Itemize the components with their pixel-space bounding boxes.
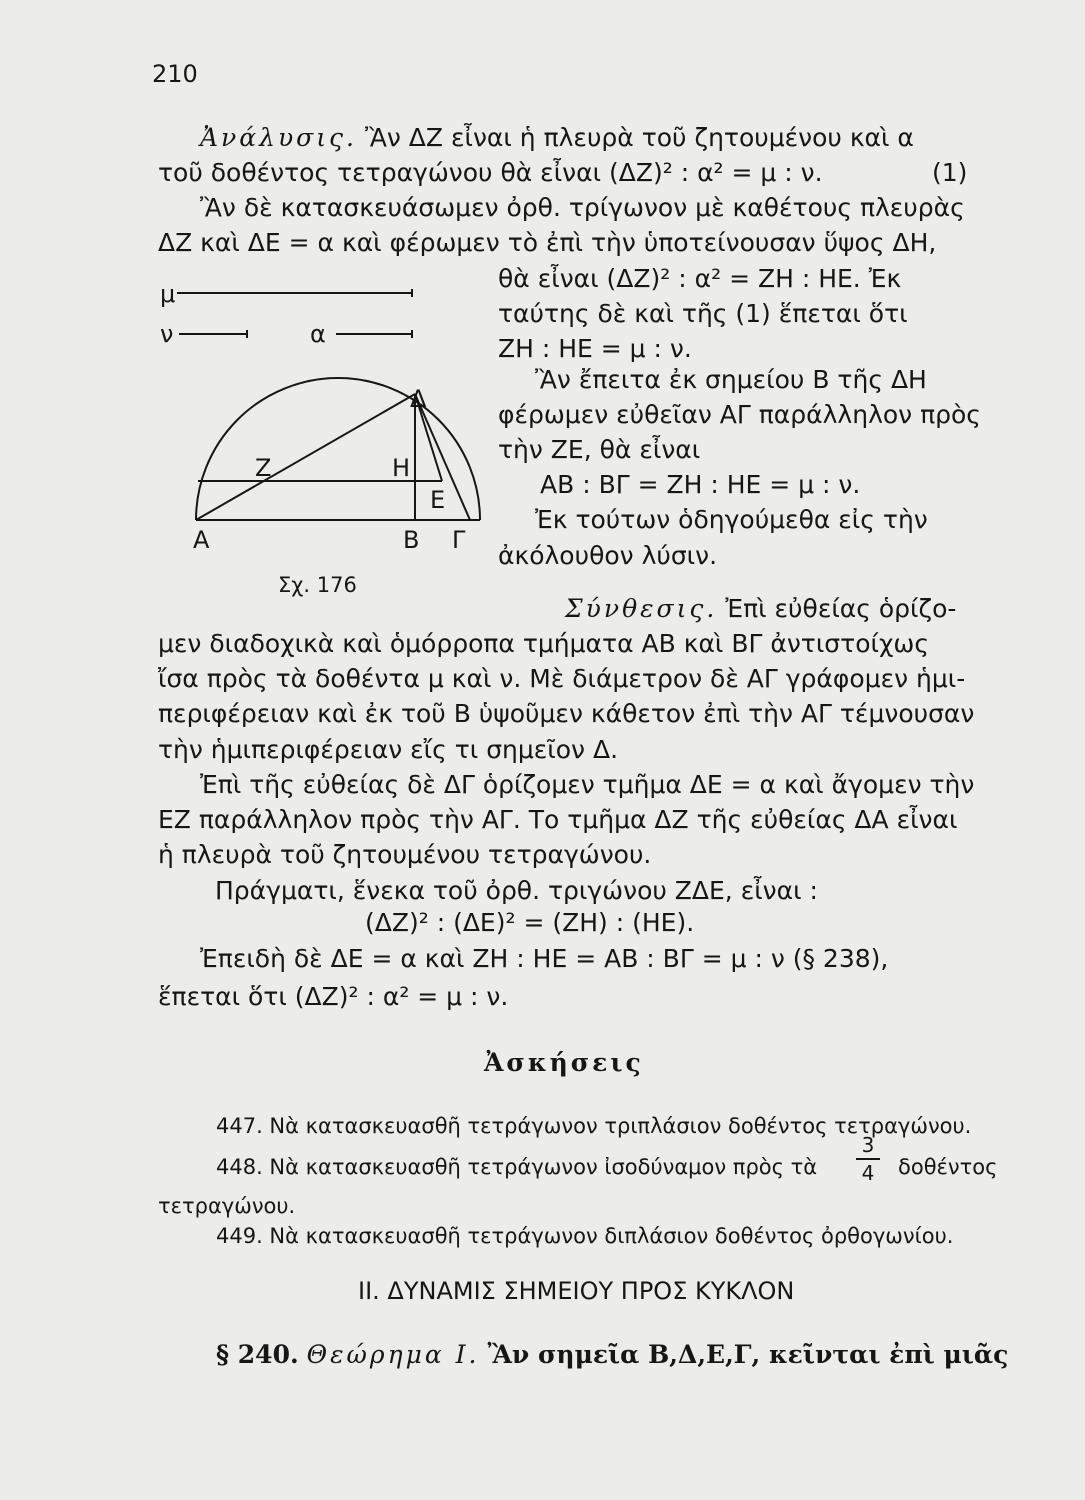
label-nu: ν — [160, 320, 174, 348]
analysis-line-3: Ἂν δὲ κατασκευάσωμεν ὀρθ. τρίγωνον μὲ καθέτους πλευρὰς — [200, 193, 965, 222]
label-alpha: α — [310, 320, 326, 348]
synthesis-line-5: τὴν ἡμιπεριφέρειαν εἴς τι σημεῖον Δ. — [158, 735, 619, 764]
synthesis-text-1: Ἐπὶ εὐθείας ὁρίζο- — [725, 594, 957, 623]
theorem-text: Ἂν σημεῖα Β,Δ,Ε,Γ, κεῖνται ἐπὶ μιᾶς — [487, 1340, 1009, 1369]
segment-AD — [196, 394, 415, 520]
exercise-447: 447. Νὰ κατασκευασθῆ τετράγωνον τριπλάσιον δοθέντος τετραγώνου. — [216, 1114, 972, 1138]
point-B: Β — [403, 526, 420, 554]
analysis-line-7: ΖΗ : ΗΕ = μ : ν. — [498, 334, 692, 363]
synthesis-label: Σύνθεσις. — [565, 594, 718, 623]
exercise-448-fraction — [856, 1133, 880, 1185]
fraction-denominator: 4 — [861, 1161, 875, 1185]
analysis-line-9: φέρωμεν εὐθεῖαν ΑΓ παράλληλον πρὸς — [498, 400, 981, 429]
analysis-line-8: Ἂν ἔπειτα ἐκ σημείου Β τῆς ΔΗ — [535, 365, 927, 394]
exercise-448-part-3: τετραγώνου. — [158, 1194, 296, 1218]
analysis-line-2: τοῦ δοθέντος τετραγώνου θὰ εἶναι (ΔΖ)² : α² = μ : ν. — [158, 158, 823, 187]
synthesis-line-2: μεν διαδοχικὰ καὶ ὁμόρροπα τμήματα ΑΒ καὶ ΒΓ ἀντιστοίχως — [158, 629, 930, 658]
analysis-line-13: ἀκόλουθον λύσιν. — [498, 541, 718, 570]
label-mu: μ — [160, 280, 176, 308]
synthesis-line-1 — [565, 594, 956, 624]
exercise-448-part-1: 448. Νὰ κατασκευασθῆ τετράγωνον ἰσοδύναμον πρὸς τὰ — [216, 1155, 818, 1179]
analysis-line-10: τὴν ΖΕ, θὰ εἶναι — [498, 435, 701, 464]
synthesis-line-8: ἡ πλευρὰ τοῦ ζητουμένου τετραγώνου. — [158, 840, 652, 869]
analysis-text-1: Ἂν ΔΖ εἶναι ἡ πλευρὰ τοῦ ζητουμένου καὶ α — [364, 123, 914, 152]
point-Z: Ζ — [255, 454, 272, 482]
synthesis-line-7: ΕΖ παράλληλον πρὸς τὴν ΑΓ. Το τμῆμα ΔΖ τῆς εὐθείας ΔΑ εἶναι — [158, 805, 958, 834]
synthesis-line-10: (ΔΖ)² : (ΔΕ)² = (ΖΗ) : (ΗΕ). — [365, 908, 695, 937]
section-title: ΙΙ. ΔΥΝΑΜΙΣ ΣΗΜΕΙΟΥ ΠΡΟΣ ΚΥΚΛΟΝ — [358, 1277, 795, 1305]
figure-caption: Σχ. 176 — [278, 573, 357, 597]
point-E: Ε — [430, 486, 446, 514]
synthesis-line-4: περιφέρειαν καὶ ἐκ τοῦ Β ὑψοῦμεν κάθετον ἐπὶ τὴν ΑΓ τέμνουσαν — [158, 699, 975, 728]
analysis-line-11: ΑΒ : ΒΓ = ΖΗ : ΗΕ = μ : ν. — [540, 470, 861, 499]
synthesis-line-11: Ἐπειδὴ δὲ ΔΕ = α καὶ ΖΗ : ΗΕ = ΑΒ : ΒΓ = μ : ν (§ 238), — [200, 944, 889, 973]
theorem-line — [216, 1340, 1008, 1370]
synthesis-line-12: ἕπεται ὅτι (ΔΖ)² : α² = μ : ν. — [158, 982, 509, 1011]
analysis-line-6: ταύτης δὲ καὶ τῆς (1) ἕπεται ὅτι — [498, 299, 908, 328]
synthesis-line-6: Ἐπὶ τῆς εὐθείας δὲ ΔΓ ὁρίζομεν τμῆμα ΔΕ = α καὶ ἄγομεν τὴν — [200, 770, 975, 799]
analysis-label: Ἀνάλυσις. — [200, 123, 357, 152]
paragraph-number: § 240. — [216, 1340, 299, 1369]
exercises-heading: Ἀσκήσεις — [484, 1048, 644, 1077]
point-A: Α — [193, 526, 210, 554]
theorem-label: Θεώρημα Ι. — [306, 1340, 480, 1369]
point-H: Η — [392, 454, 411, 482]
synthesis-line-3: ἴσα πρὸς τὰ δοθέντα μ καὶ ν. Μὲ διάμετρον δὲ ΑΓ γράφομεν ἡμι- — [158, 664, 966, 693]
analysis-line-5: θὰ εἶναι (ΔΖ)² : α² = ΖΗ : ΗΕ. Ἐκ — [498, 264, 902, 293]
exercise-448-part-2: δοθέντος — [898, 1155, 998, 1179]
fraction-bar — [856, 1158, 880, 1160]
analysis-line-12: Ἐκ τούτων ὁδηγούμεθα εἰς τὴν — [535, 505, 928, 534]
point-G: Γ — [452, 526, 466, 554]
fraction-numerator: 3 — [861, 1133, 875, 1157]
figure-176 — [160, 262, 490, 602]
page-number: 210 — [152, 60, 198, 88]
synthesis-line-9: Πράγματι, ἕνεκα τοῦ ὀρθ. τριγώνου ΖΔΕ, εἶναι : — [215, 876, 818, 905]
exercise-449: 449. Νὰ κατασκευασθῆ τετράγωνον διπλάσιον δοθέντος ὀρθογωνίου. — [216, 1224, 954, 1248]
equation-number: (1) — [932, 158, 968, 187]
point-D: Δ — [410, 385, 427, 413]
analysis-line-1 — [200, 123, 914, 153]
analysis-line-4: ΔΖ καὶ ΔΕ = α καὶ φέρωμεν τὸ ἐπὶ τὴν ὑποτείνουσαν ὕψος ΔΗ, — [158, 228, 937, 257]
